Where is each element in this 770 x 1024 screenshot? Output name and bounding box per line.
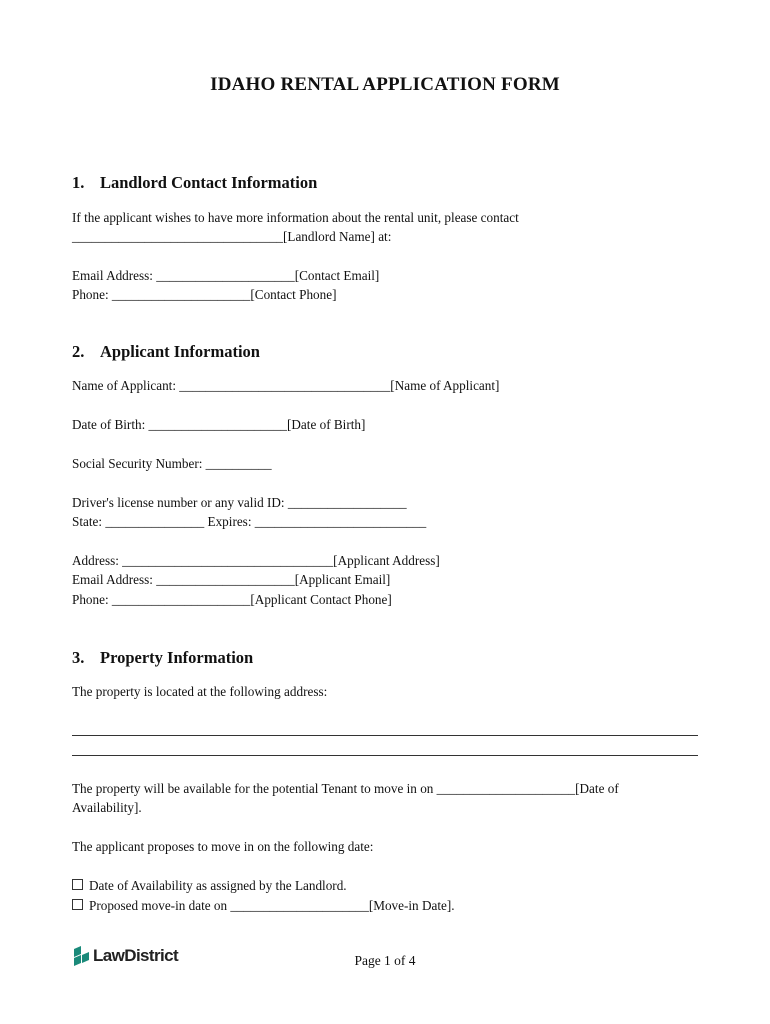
section-1-heading (72, 173, 317, 193)
section-3-title: Property Information (100, 648, 254, 667)
section-2-number: 2. (72, 342, 85, 361)
applicant-phone-field[interactable]: Phone: _____________________[Applicant Contact Phone] (72, 592, 392, 607)
applicant-state-expires-field[interactable]: State: _______________ Expires: __________________________ (72, 514, 427, 529)
option-proposed-label: Proposed move-in date on _____________________[Move-in Date]. (89, 898, 455, 913)
applicant-email-field[interactable]: Email Address: _____________________[Applicant Email] (72, 572, 391, 587)
property-address-line-1[interactable] (72, 735, 698, 736)
landlord-email-field[interactable]: Email Address: _____________________[Contact Email] (72, 268, 380, 283)
property-address-line-2[interactable] (72, 755, 698, 756)
applicant-address-field[interactable]: Address: ________________________________[Applicant Address] (72, 553, 440, 568)
applicant-dob-field[interactable]: Date of Birth: _____________________[Date of Birth] (72, 417, 366, 432)
applicant-name-field[interactable]: Name of Applicant: ________________________________[Name of Applicant] (72, 378, 500, 393)
move-in-option-availability[interactable] (72, 876, 347, 895)
section-3-number: 3. (72, 648, 85, 667)
section-1-title: Landlord Contact Information (100, 173, 318, 192)
landlord-intro-line-1: If the applicant wishes to have more information about the rental unit, please contact (72, 210, 519, 225)
applicant-ssn-field[interactable]: Social Security Number: __________ (72, 456, 272, 471)
page-number: Page 1 of 4 (354, 953, 416, 968)
section-2-title: Applicant Information (100, 342, 260, 361)
landlord-phone-field[interactable]: Phone: _____________________[Contact Phone] (72, 287, 337, 302)
property-location-intro: The property is located at the following address: (72, 684, 328, 699)
document-title: IDAHO RENTAL APPLICATION FORM (210, 74, 560, 95)
property-availability-line-1[interactable]: The property will be available for the potential Tenant to move in on _____________________[Date of (72, 781, 619, 796)
property-availability-line-2: Availability]. (72, 800, 142, 815)
move-in-option-proposed[interactable] (72, 896, 455, 915)
checkbox-proposed[interactable] (72, 899, 83, 910)
section-3-heading (72, 648, 253, 668)
applicant-license-field[interactable]: Driver's license number or any valid ID: __________________ (72, 495, 407, 510)
checkbox-availability[interactable] (72, 879, 83, 890)
section-1-number: 1. (72, 173, 85, 192)
option-availability-label: Date of Availability as assigned by the Landlord. (89, 878, 347, 893)
lawdistrict-logo-text: LawDistrict (93, 946, 179, 965)
move-in-intro: The applicant proposes to move in on the following date: (72, 839, 374, 854)
section-2-heading (72, 342, 260, 362)
landlord-name-field[interactable]: ________________________________[Landlord Name] at: (72, 229, 392, 244)
